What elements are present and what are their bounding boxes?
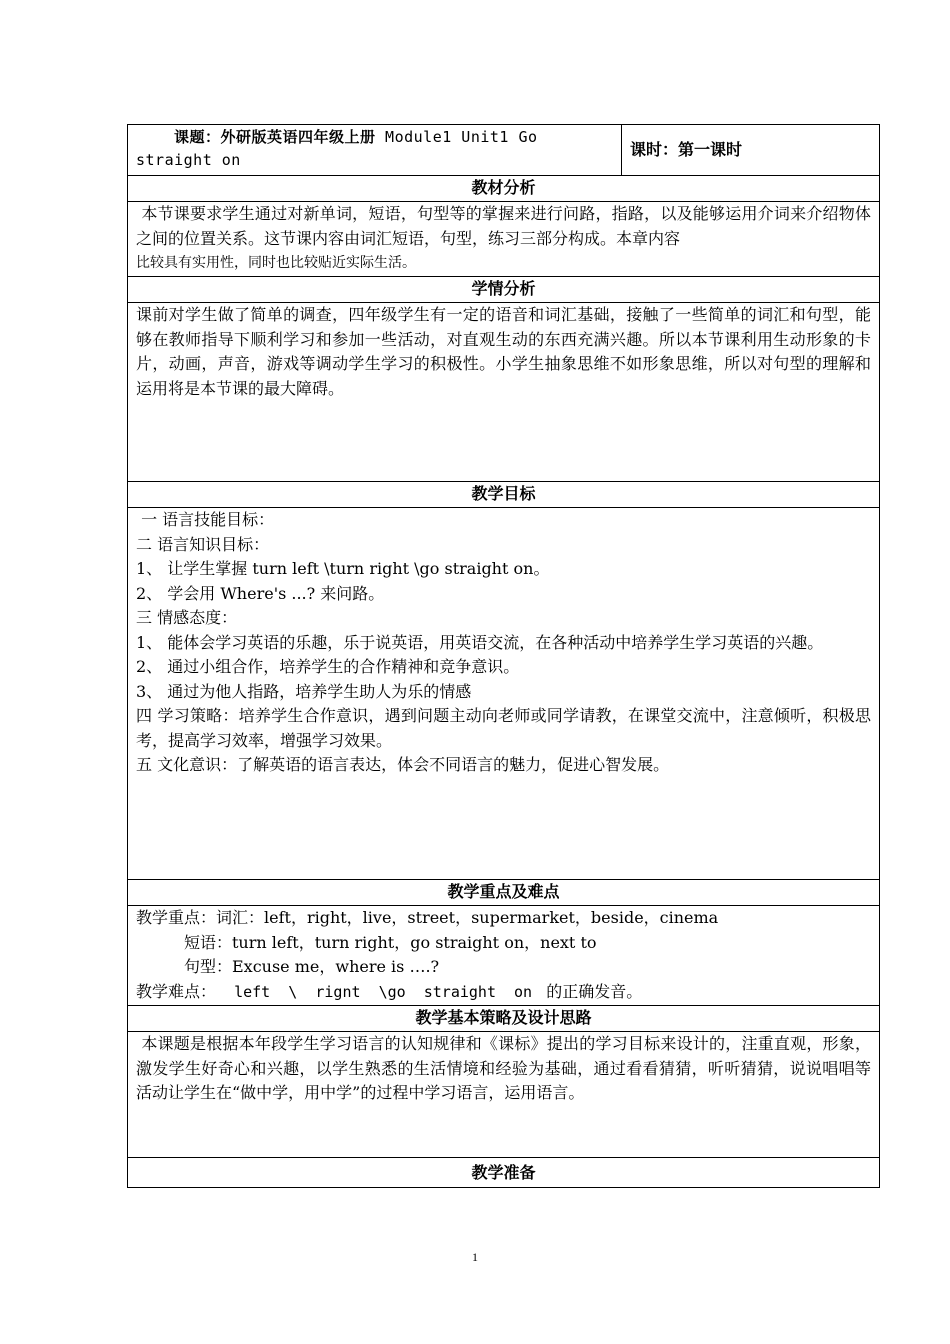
material-text: 本节课要求学生通过对新单词，短语，句型等的掌握来进行问路，指路，以及能够运用介词来介绍物体之间的位置关系。这节课内容由词汇短语，句型，练习三部分构成。本章内容 <box>136 204 871 248</box>
difficulty-words: left \ rignt \go straight on <box>216 982 542 1001</box>
objectives-heading-row <box>128 482 880 508</box>
difficulty-label: 教学难点： <box>136 981 217 1001</box>
keypoints-heading: 教学重点及难点 <box>128 880 880 906</box>
preparation-heading: 教学准备 <box>128 1158 880 1188</box>
keypoints-content-row <box>128 906 880 1006</box>
title-chinese: 课题：外研版英语四年级上册 <box>174 128 376 146</box>
objectives-content-row <box>128 508 880 880</box>
preparation-heading-row <box>128 1158 880 1188</box>
page-number: 1 <box>472 1250 478 1264</box>
objective-line: 三 情感态度： <box>136 608 238 627</box>
objectives-content <box>128 508 880 880</box>
difficulty-line <box>136 980 871 1005</box>
students-text: 课前对学生做了简单的调查，四年级学生有一定的语音和词汇基础，接触了一些简单的词汇和句型，能够在教师指导下顺利学习和参加一些活动，对直观生动的东西充满兴趣。所以本节课利用生动形象的卡片，动画，声音，游戏等调动学生学习的积极性。小学生抽象思维不如形象思维，所以对句型的理解和运用将是本节课的最大障碍。 <box>136 305 871 398</box>
strategy-content-row <box>128 1032 880 1158</box>
objective-line: 2、 通过小组合作，培养学生的合作精神和竞争意识。 <box>136 657 520 676</box>
objective-line: 二 语言知识目标： <box>136 534 270 554</box>
objectives-heading: 教学目标 <box>128 482 880 508</box>
students-content-row <box>128 303 880 482</box>
objective-line: 3、 通过为他人指路，培养学生助人为乐的情感 <box>136 681 472 701</box>
focus-vocabulary: 教学重点：词汇：left，right，live，street，supermarket，beside，cinema <box>136 908 719 927</box>
keypoints-content <box>128 906 880 1006</box>
objective-line: 1、 让学生掌握 turn left \turn right \go straight on。 <box>136 559 550 578</box>
focus-sentences: 句型：Excuse me，where is ….? <box>184 957 440 976</box>
objective-line: 一 语言技能目标： <box>136 510 275 529</box>
period-cell: 课时：第一课时 <box>622 125 880 176</box>
difficulty-tail: 的正确发音。 <box>541 981 643 1001</box>
keypoints-heading-row <box>128 880 880 906</box>
strategy-heading-row <box>128 1006 880 1032</box>
material-content-row <box>128 202 880 277</box>
strategy-heading: 教学基本策略及设计思路 <box>128 1006 880 1032</box>
strategy-content <box>128 1032 880 1158</box>
objective-line: 1、 能体会学习英语的乐趣，乐于说英语，用英语交流，在各种活动中培养学生学习英语的兴趣。 <box>136 632 824 652</box>
students-content <box>128 303 880 482</box>
objective-line: 四 学习策略：培养学生合作意识，遇到问题主动向老师或同学请教，在课堂交流中，注意倾听，积极思考，提高学习效率，增强学习效果。 <box>136 706 871 750</box>
material-heading-row <box>128 176 880 202</box>
objective-line: 2、 学会用 Where's ...? 来问路。 <box>136 583 385 603</box>
students-heading: 学情分析 <box>128 277 880 303</box>
objective-line: 五 文化意识：了解英语的语言表达，体会不同语言的魅力，促进心智发展。 <box>136 755 670 774</box>
students-heading-row <box>128 277 880 303</box>
strategy-text: 本课题是根据本年段学生学习语言的认知规律和《课标》提出的学习目标来设计的，注重直观，形象，激发学生好奇心和兴趣，以学生熟悉的生活情境和经验为基础，通过看看猜猜，听听猜猜，说说唱唱等活动让学生在“做中学，用中学”的过程中学习语言，运用语言。 <box>136 1034 871 1102</box>
title-cell <box>128 125 622 176</box>
title-english-line1: Module1 Unit1 Go <box>385 128 538 146</box>
material-heading: 教材分析 <box>128 176 880 202</box>
lesson-plan-table <box>127 124 880 1188</box>
focus-phrases: 短语：turn left，turn right，go straight on，next to <box>184 932 597 952</box>
title-row <box>128 125 880 176</box>
material-text-small: 比较具有实用性，同时也比较贴近实际生活。 <box>136 255 416 271</box>
material-content <box>128 202 880 277</box>
title-english-line2: straight on <box>136 151 241 169</box>
